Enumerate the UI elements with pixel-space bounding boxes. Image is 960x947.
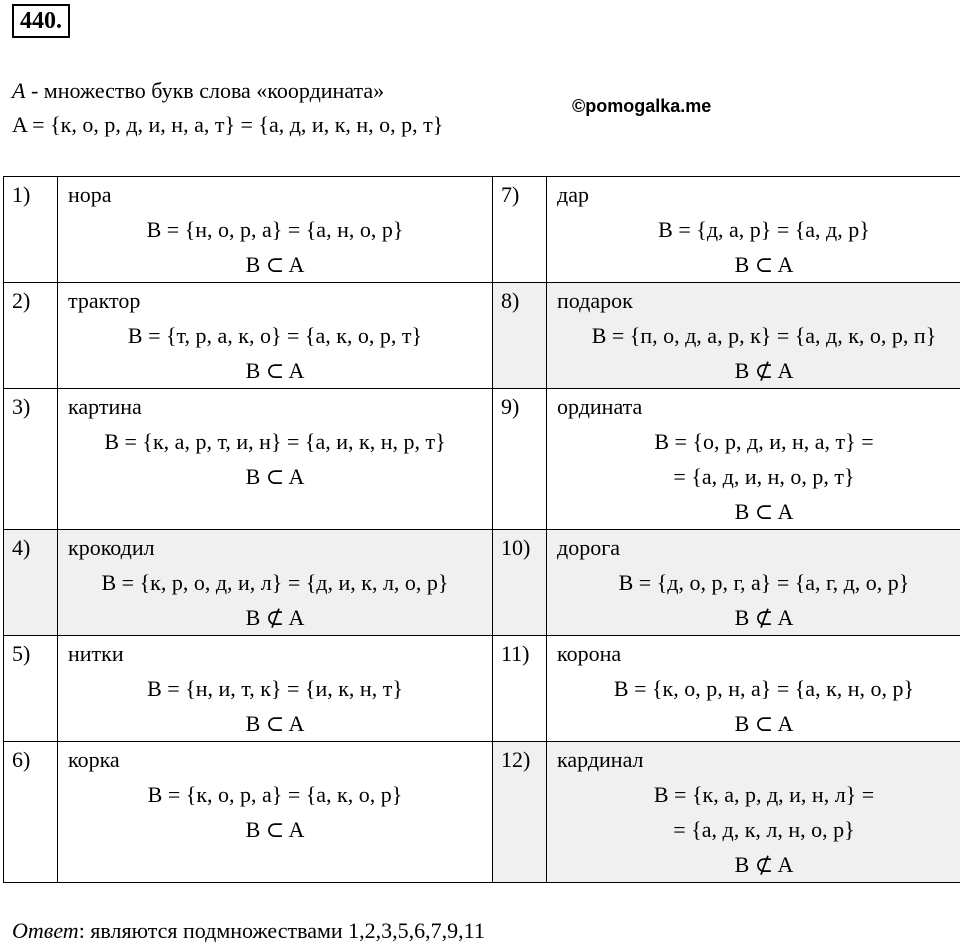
item-cell bbox=[547, 636, 960, 742]
item-formula: B ⊂ A bbox=[734, 711, 794, 736]
item-word: крокодил bbox=[68, 535, 155, 560]
item-formula: B ⊂ A bbox=[734, 252, 794, 277]
item-formula: B = {н, о, р, а} = {а, н, о, р} bbox=[146, 217, 404, 242]
item-formula: B = {д, о, р, г, а} = {а, г, д, о, р} bbox=[618, 570, 910, 595]
item-number: 3) bbox=[4, 389, 58, 530]
table-row bbox=[4, 636, 960, 742]
intro-definition bbox=[12, 74, 443, 108]
item-number: 7) bbox=[493, 177, 547, 283]
item-word: дорога bbox=[557, 535, 620, 560]
item-number: 8) bbox=[493, 283, 547, 389]
item-word: подарок bbox=[557, 288, 633, 313]
item-cell bbox=[58, 177, 493, 283]
item-cell bbox=[58, 389, 493, 530]
item-number: 4) bbox=[4, 530, 58, 636]
item-formula: B ⊂ A bbox=[245, 817, 305, 842]
item-formula: B = {к, о, р, н, а} = {а, к, н, о, р} bbox=[613, 676, 915, 701]
item-formula: B ⊄ A bbox=[245, 605, 305, 630]
item-number: 6) bbox=[4, 742, 58, 883]
item-formula: B ⊂ A bbox=[245, 358, 305, 383]
item-cell bbox=[547, 742, 960, 883]
item-word: корка bbox=[68, 747, 120, 772]
item-cell bbox=[547, 389, 960, 530]
item-formula: B = {н, и, т, к} = {и, к, н, т} bbox=[147, 676, 403, 701]
item-formula: B = {д, а, р} = {а, д, р} bbox=[658, 217, 870, 242]
answer-text: : являются подмножествами 1,2,3,5,6,7,9,11 bbox=[78, 918, 485, 943]
item-formula: B ⊄ A bbox=[734, 605, 794, 630]
answer bbox=[12, 918, 485, 944]
item-formula: B = {к, а, р, т, и, н} = {а, и, к, н, р, т} bbox=[104, 429, 446, 454]
answer-label: Ответ bbox=[12, 918, 79, 943]
watermark: ©pomogalka.me bbox=[572, 96, 712, 116]
item-cell bbox=[547, 530, 960, 636]
item-word: кардинал bbox=[557, 747, 644, 772]
item-formula: = {а, д, к, л, н, о, р} bbox=[673, 817, 855, 842]
item-number: 5) bbox=[4, 636, 58, 742]
item-formula: B = {п, о, д, а, р, к} = {а, д, к, о, р, п} bbox=[591, 323, 937, 348]
item-formula: B ⊂ A bbox=[734, 499, 794, 524]
item-number: 1) bbox=[4, 177, 58, 283]
item-number: 2) bbox=[4, 283, 58, 389]
item-word: ордината bbox=[557, 394, 643, 419]
item-cell bbox=[547, 177, 960, 283]
item-cell bbox=[58, 283, 493, 389]
item-word: трактор bbox=[68, 288, 141, 313]
item-cell bbox=[58, 742, 493, 883]
item-cell bbox=[58, 636, 493, 742]
item-formula: B = {к, о, р, а} = {а, к, о, р} bbox=[147, 782, 403, 807]
table-row bbox=[4, 177, 960, 283]
task-number: 440. bbox=[12, 4, 70, 38]
item-formula: B ⊂ A bbox=[245, 252, 305, 277]
table-row bbox=[4, 283, 960, 389]
item-formula: = {а, д, и, н, о, р, т} bbox=[673, 464, 855, 489]
item-formula: B = {о, р, д, и, н, а, т} = bbox=[654, 429, 874, 454]
table-row bbox=[4, 389, 960, 530]
item-word: нитки bbox=[68, 641, 124, 666]
item-number: 10) bbox=[493, 530, 547, 636]
item-cell bbox=[547, 283, 960, 389]
table-row bbox=[4, 742, 960, 883]
item-word: дар bbox=[557, 182, 589, 207]
item-number: 11) bbox=[493, 636, 547, 742]
item-formula: B = {к, р, о, д, и, л} = {д, и, к, л, о, р} bbox=[101, 570, 449, 595]
intro-text: - множество букв слова «координата» bbox=[25, 78, 385, 103]
item-formula: B ⊂ A bbox=[245, 711, 305, 736]
item-formula: B ⊄ A bbox=[734, 358, 794, 383]
item-number: 12) bbox=[493, 742, 547, 883]
intro bbox=[12, 74, 443, 142]
item-word: нора bbox=[68, 182, 112, 207]
item-formula: B ⊂ A bbox=[245, 464, 305, 489]
item-formula: B ⊄ A bbox=[734, 852, 794, 877]
item-formula: B = {к, а, р, д, и, н, л} = bbox=[653, 782, 875, 807]
intro-var: A bbox=[12, 78, 26, 103]
item-cell bbox=[58, 530, 493, 636]
subsets-table bbox=[3, 176, 960, 883]
item-formula: B = {т, р, а, к, о} = {а, к, о, р, т} bbox=[127, 323, 423, 348]
item-word: корона bbox=[557, 641, 622, 666]
item-number: 9) bbox=[493, 389, 547, 530]
intro-set: A = {к, о, р, д, и, н, а, т} = {а, д, и, к, н, о, р, т} bbox=[12, 112, 444, 137]
table-row bbox=[4, 530, 960, 636]
item-word: картина bbox=[68, 394, 142, 419]
